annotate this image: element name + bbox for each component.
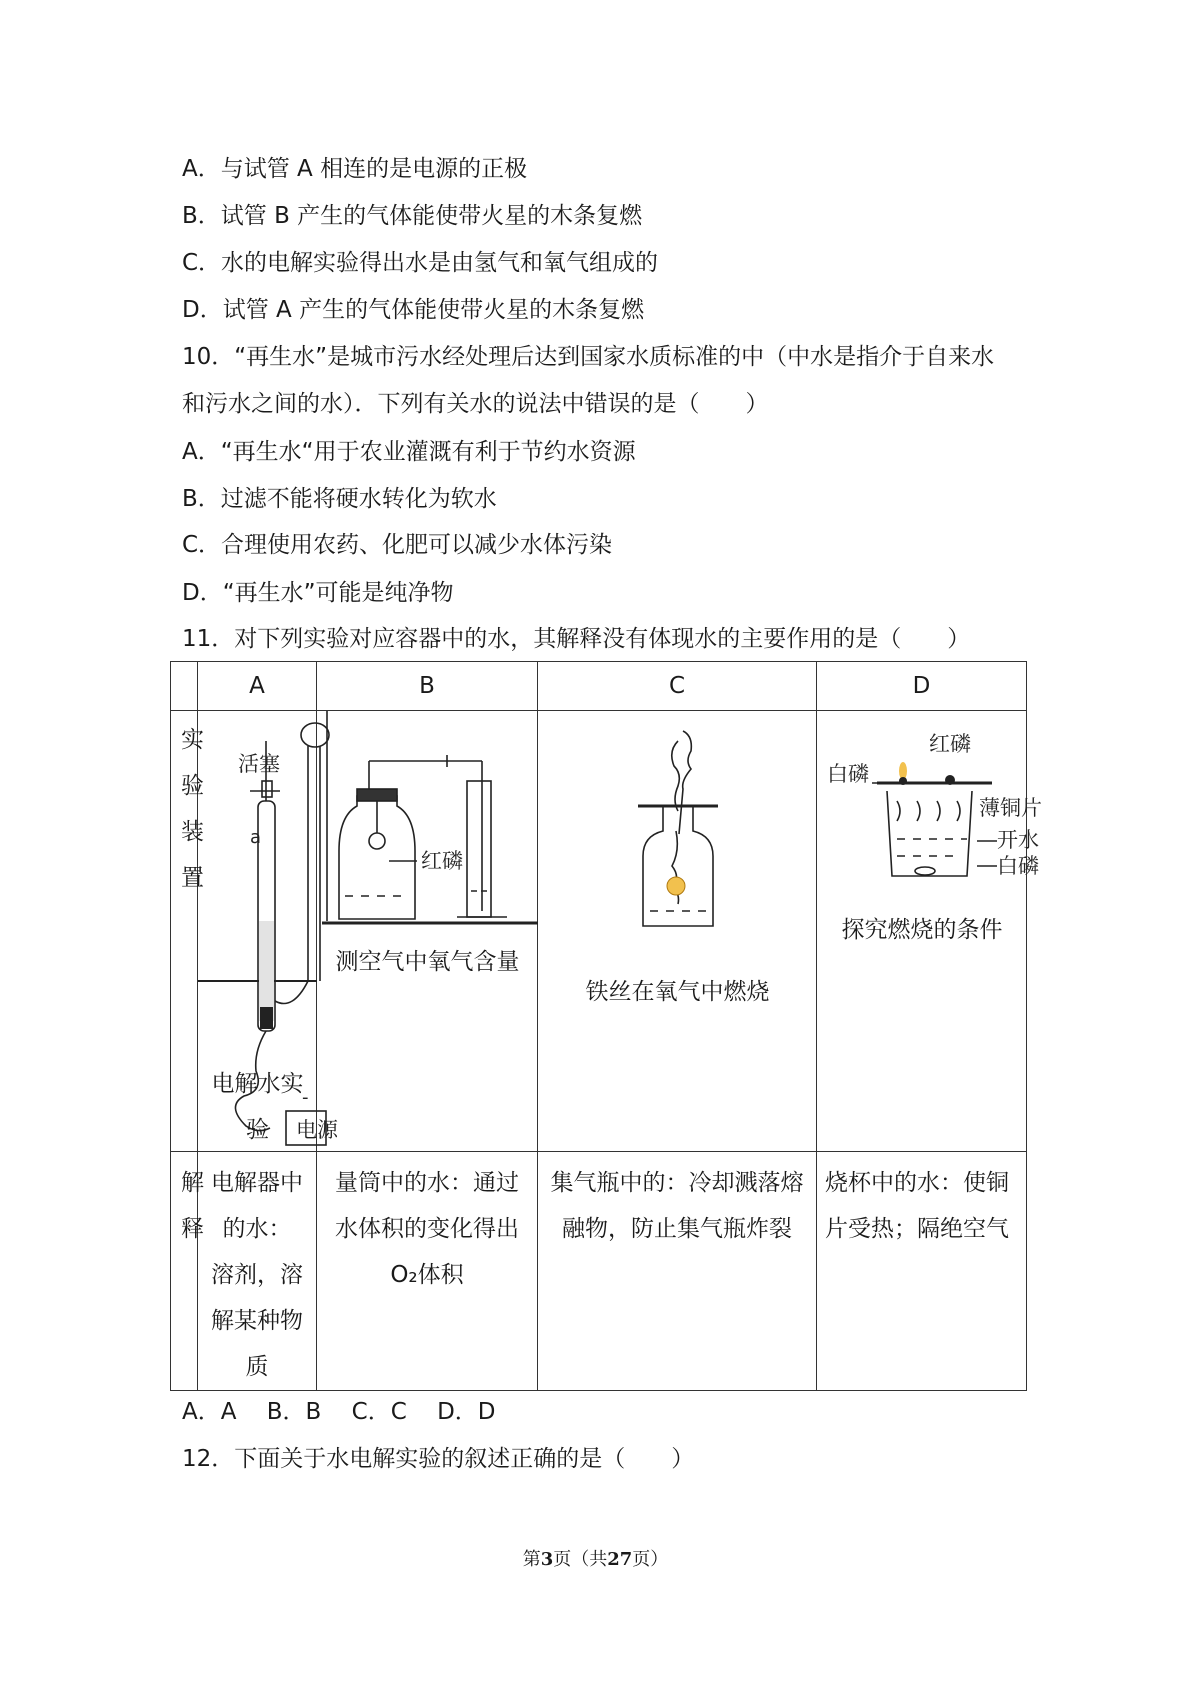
- copper-sheet-label: 薄铜片: [979, 796, 1042, 820]
- boiling-water-label: 开水: [997, 828, 1039, 852]
- white-phosphorus-label-2: 白磷: [997, 854, 1039, 878]
- option-b: B．试管 B 产生的气体能使带火星的木条复燃: [182, 203, 643, 229]
- explanation-d: 烧杯中的水：使铜 片受热；隔绝空气: [817, 1152, 1027, 1391]
- valve-label: 活塞: [238, 752, 280, 776]
- cell-b-apparatus: [317, 711, 538, 1152]
- question-10-line2: 和污水之间的水）．下列有关水的说法中错误的是（ ）: [182, 391, 769, 417]
- header-b: B: [317, 662, 538, 711]
- header-a: A: [198, 662, 317, 711]
- header-blank: [171, 662, 198, 711]
- oxygen-content-apparatus-figure: [317, 711, 538, 931]
- minus-label: -: [302, 1087, 309, 1108]
- red-phosphorus-label-b: 红磷: [421, 849, 463, 873]
- experiment-table: [170, 661, 1042, 1391]
- caption-c: 铁丝在氧气中燃烧: [585, 979, 770, 1005]
- cell-d-apparatus: [817, 711, 1042, 1152]
- header-d: D: [817, 662, 1027, 711]
- iron-wire-combustion-figure: [538, 711, 817, 931]
- q10-option-d: D．“再生水”可能是纯净物: [182, 580, 454, 606]
- tube-a-label: a: [250, 827, 262, 848]
- q11-answer-options: A．A B．B C．C D．D: [182, 1399, 496, 1425]
- question-11: 11．对下列实验对应容器中的水，其解释没有体现水的主要作用的是（ ）: [182, 626, 971, 652]
- explanation-c: 集气瓶中的：冷却溅落熔 融物，防止集气瓶炸裂: [538, 1152, 817, 1391]
- caption-d: 探究燃烧的条件: [841, 917, 1003, 943]
- white-phosphorus-label: 白磷: [827, 762, 869, 786]
- option-a: A．与试管 A 相连的是电源的正极: [182, 156, 528, 182]
- row-label-explanation: 解 释: [171, 1152, 198, 1391]
- option-d: D．试管 A 产生的气体能使带火星的木条复燃: [182, 297, 645, 323]
- option-c: C．水的电解实验得出水是由氢气和氧气组成的: [182, 250, 659, 276]
- q10-option-a: A．“再生水“用于农业灌溉有利于节约水资源: [182, 439, 636, 465]
- cell-a-apparatus: [198, 711, 338, 1152]
- q10-option-b: B．过滤不能将硬水转化为软水: [182, 486, 497, 512]
- combustion-conditions-figure: [817, 711, 1042, 891]
- explanation-b: 量筒中的水：通过 水体积的变化得出 O₂体积: [317, 1152, 538, 1391]
- cell-c-apparatus: [538, 711, 817, 1152]
- question-10-line1: 10．“再生水”是城市污水经处理后达到国家水质标准的中（中水是指介于自来水: [182, 344, 995, 370]
- caption-a: 电解水实 验: [211, 1071, 304, 1143]
- header-c: C: [538, 662, 817, 711]
- q10-option-c: C．合理使用农药、化肥可以减少水体污染: [182, 532, 613, 558]
- row-label-apparatus: 实 验 装 置: [171, 711, 198, 1152]
- caption-b: 测空气中氧气含量: [335, 949, 520, 975]
- power-label: 电源: [296, 1118, 338, 1142]
- page-footer: 第3页（共27页）: [522, 1549, 669, 1570]
- question-12: 12．下面关于水电解实验的叙述正确的是（ ）: [182, 1446, 695, 1472]
- red-phosphorus-label-d: 红磷: [929, 732, 971, 756]
- explanation-a: 电解器中 的水： 溶剂，溶 解某种物 质: [198, 1152, 317, 1391]
